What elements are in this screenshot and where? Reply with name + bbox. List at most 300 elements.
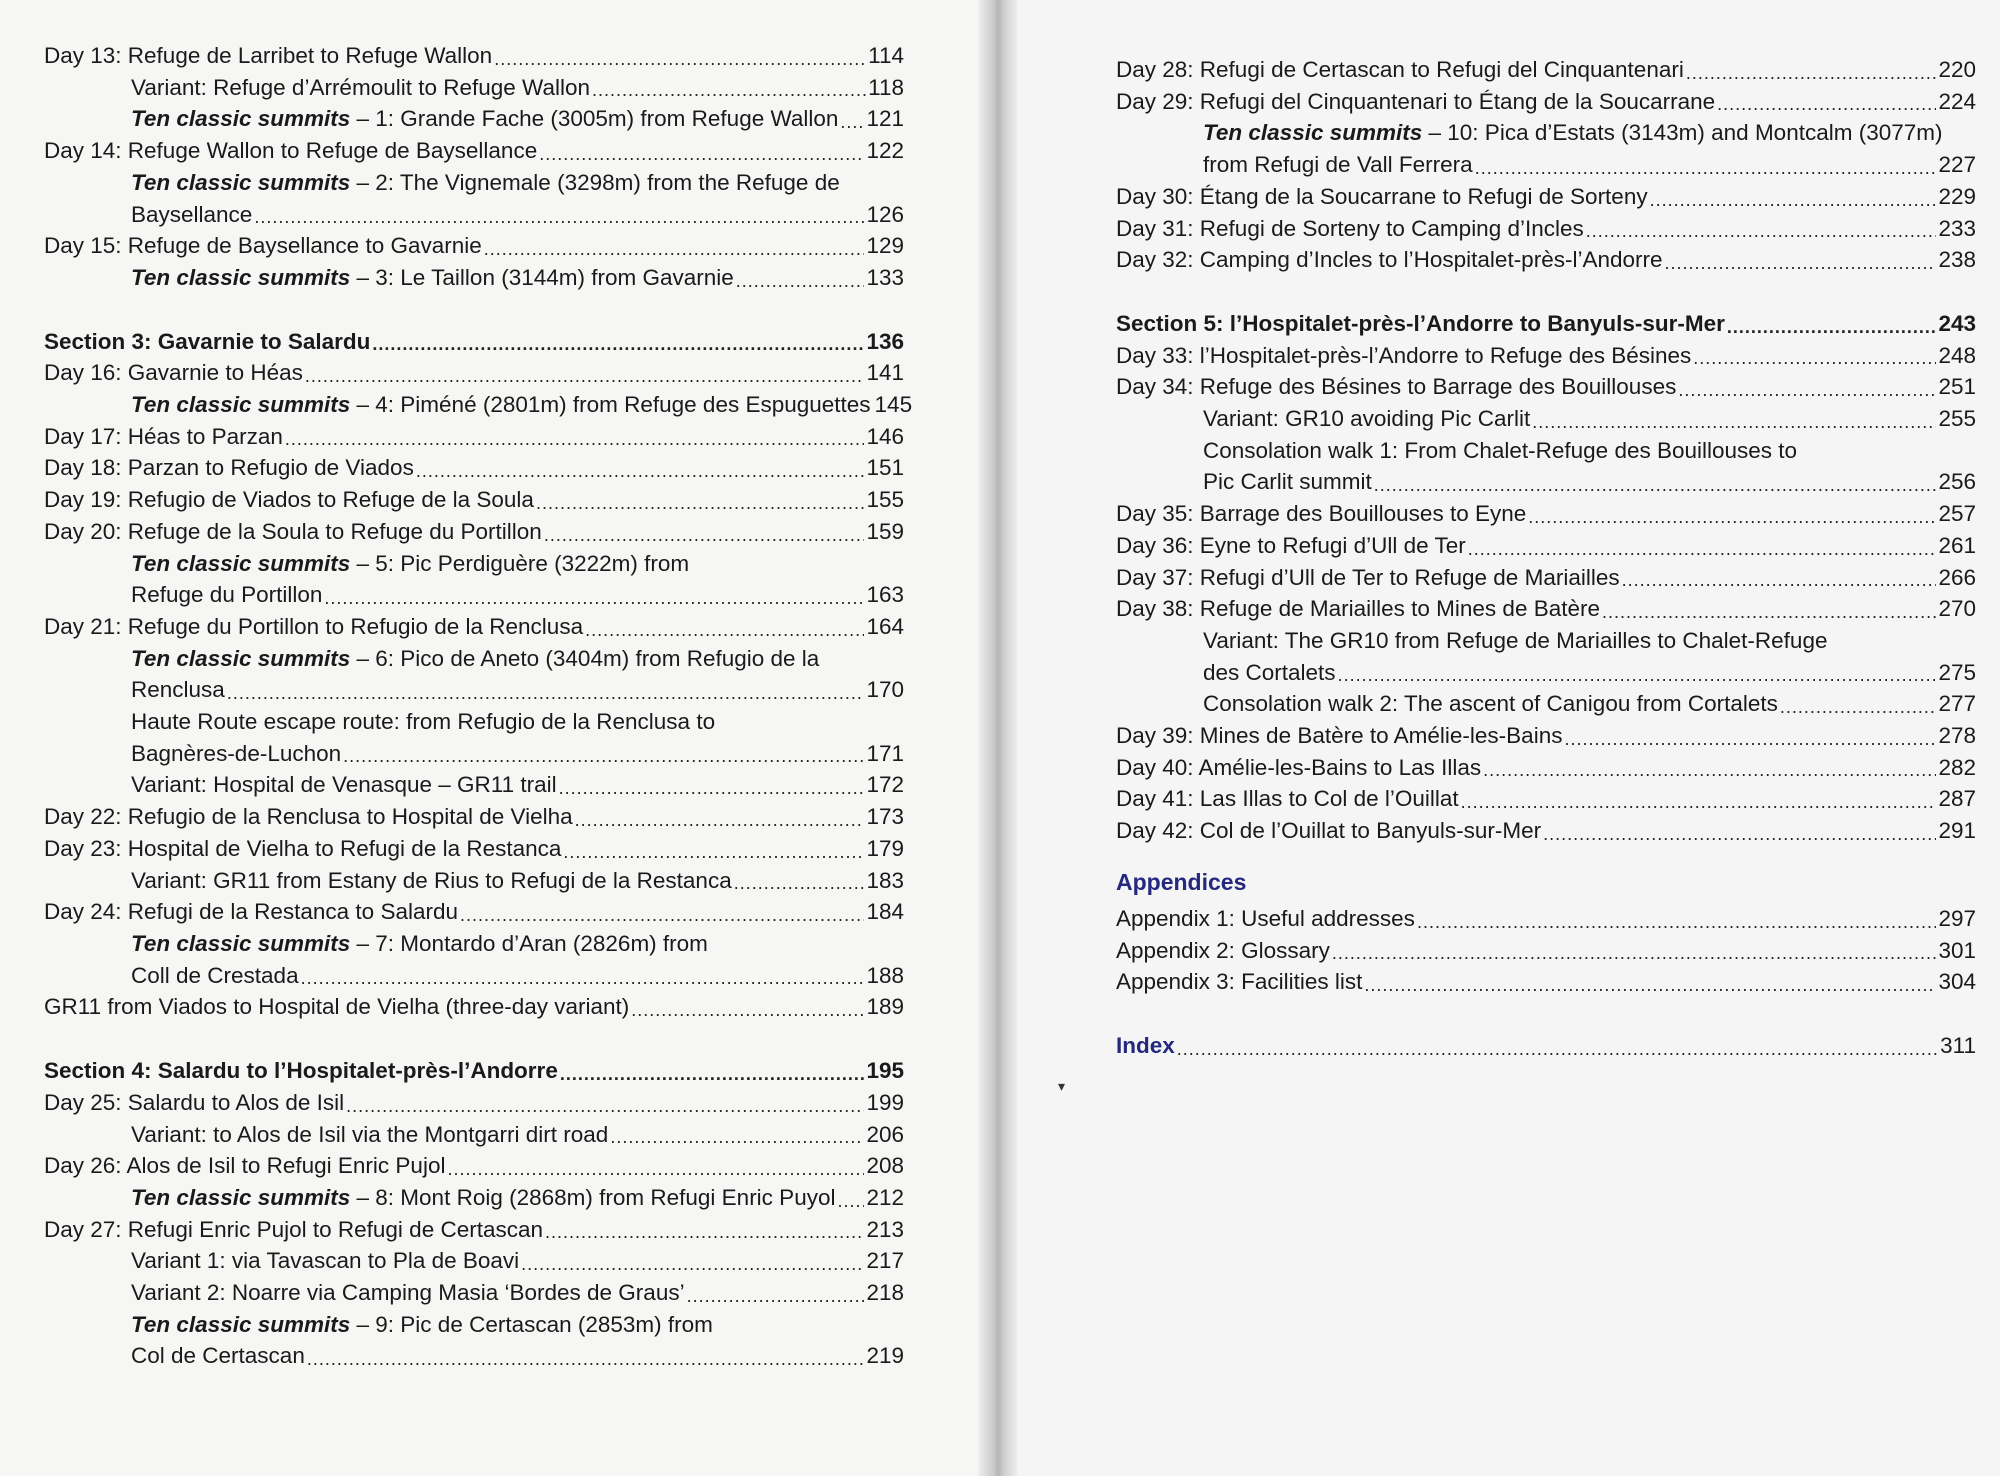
toc-entry [44, 738, 904, 770]
page-number: 133 [866, 264, 904, 290]
toc-entry [1116, 149, 1976, 181]
entry-title [1116, 783, 1459, 815]
dot-leader [416, 452, 865, 484]
entry-text: Variant: GR11 from Estany de Rius to Refugi de la Restanca [131, 867, 732, 893]
toc-entry-line [1116, 435, 1976, 467]
dot-leader [1528, 498, 1936, 530]
page-number: 218 [866, 1280, 904, 1306]
stray-mark-icon: ▾ [1058, 1078, 1066, 1094]
entry-title [131, 389, 871, 421]
toc-entry [1116, 244, 1976, 276]
entry-title [1203, 435, 1797, 467]
dot-leader [1693, 340, 1936, 372]
dot-leader [1532, 403, 1936, 435]
dot-leader [1332, 935, 1937, 967]
entry-text: Day 16: Gavarnie to Héas [44, 360, 303, 386]
toc-entry [44, 1245, 904, 1277]
entry-text: Day 22: Refugio de la Renclusa to Hospital de Vielha [44, 804, 573, 830]
dot-leader [494, 40, 866, 72]
entry-title [1203, 657, 1336, 689]
entry-title [1116, 752, 1481, 784]
entry-title [44, 452, 414, 484]
entry-title [131, 199, 252, 231]
toc-entry [1116, 340, 1976, 372]
classic-summits-label: Ten classic summits [131, 930, 351, 956]
classic-summits-label: Ten classic summits [131, 645, 351, 671]
toc-entry-line [44, 706, 904, 738]
entry-title [1203, 149, 1473, 181]
dot-leader [545, 1214, 864, 1246]
section-spacer [44, 1023, 904, 1055]
page-number: 172 [866, 772, 904, 798]
page-number: 220 [1938, 57, 1976, 82]
entry-title [131, 1340, 305, 1372]
page-number: 257 [1938, 501, 1976, 527]
entry-title [1116, 181, 1648, 213]
toc-entry [1116, 903, 1976, 935]
entry-text: Appendix 3: Facilities list [1116, 969, 1363, 995]
page-number: 213 [866, 1216, 904, 1242]
dot-leader [610, 1119, 864, 1151]
toc-entry [44, 72, 904, 104]
toc-entry [44, 230, 904, 262]
dot-leader [307, 1340, 865, 1372]
page-number: 159 [866, 518, 904, 544]
entry-text: Day 31: Refugi de Sorteny to Camping d’Incles [1116, 215, 1584, 241]
toc-entry [1116, 562, 1976, 594]
dot-leader [1374, 466, 1937, 498]
entry-title [44, 611, 583, 643]
dot-leader [305, 357, 865, 389]
dot-leader [544, 516, 865, 548]
page-number: 136 [866, 328, 904, 354]
entry-text: Day 25: Salardu to Alos de Isil [44, 1089, 345, 1115]
toc-entry [44, 484, 904, 516]
page-number: 114 [868, 43, 904, 68]
toc-entry-line [44, 643, 904, 675]
page-number: 275 [1938, 659, 1976, 685]
page-number: 208 [866, 1153, 904, 1179]
dot-leader [1727, 308, 1937, 340]
toc-entry-line [1116, 625, 1976, 657]
toc-entry [44, 1182, 904, 1214]
dot-leader [563, 833, 864, 865]
page-number: 278 [1938, 723, 1976, 749]
page-number: 266 [1938, 564, 1976, 590]
page-number: 233 [1938, 215, 1976, 241]
entry-text: Renclusa [131, 677, 225, 703]
entry-text: Variant: Hospital de Venasque – GR11 trail [131, 772, 557, 798]
toc-entry [1116, 371, 1976, 403]
dot-leader [840, 103, 864, 135]
dot-leader [837, 1182, 864, 1214]
entry-title [131, 643, 819, 675]
entry-title [1116, 903, 1415, 935]
page-number: 270 [1938, 596, 1976, 622]
dot-leader [521, 1245, 864, 1277]
entry-text: Day 32: Camping d’Incles to l’Hospitalet-près-l’Andorre [1116, 247, 1663, 273]
dot-leader [539, 135, 864, 167]
page-number: 199 [866, 1089, 904, 1115]
entry-text: Refuge du Portillon [131, 582, 323, 608]
entry-title [44, 326, 370, 358]
dot-leader [460, 896, 864, 928]
entry-title [44, 1150, 445, 1182]
entry-title [1116, 720, 1562, 752]
dot-leader [1602, 593, 1936, 625]
page-number: 243 [1938, 310, 1976, 336]
toc-entry [1116, 593, 1976, 625]
entry-title [44, 421, 283, 453]
entry-title [44, 991, 629, 1023]
entry-title [131, 1309, 713, 1341]
page-number: 287 [1938, 786, 1976, 812]
toc-entry [1116, 657, 1976, 689]
entry-title [1116, 1030, 1175, 1062]
entry-text: Day 23: Hospital de Vielha to Refugi de la Restanca [44, 835, 562, 861]
page-number: 164 [866, 613, 904, 639]
entry-title [1116, 86, 1715, 118]
toc-entry [44, 865, 904, 897]
entry-title [131, 1119, 608, 1151]
dot-leader [447, 1150, 864, 1182]
toc-entry [44, 262, 904, 294]
toc-entry [1116, 466, 1976, 498]
entry-text: – 10: Pica d’Estats (3143m) and Montcalm (3077m) [1422, 120, 1943, 146]
dot-leader [1475, 149, 1937, 181]
page-number: 227 [1938, 152, 1976, 178]
entry-title [1203, 403, 1530, 435]
dot-leader [1461, 783, 1937, 815]
entry-text: Day 37: Refugi d’Ull de Ter to Refuge de Mariailles [1116, 564, 1620, 590]
page-number: 170 [866, 677, 904, 703]
toc-entry [44, 579, 904, 611]
entry-title [131, 72, 590, 104]
toc-entry [1116, 815, 1976, 847]
entry-title [1203, 688, 1778, 720]
entry-text: Day 28: Refugi de Certascan to Refugi del Cinquantenari [1116, 57, 1684, 82]
toc-section-entry [1116, 308, 1976, 340]
entry-title [131, 928, 708, 960]
toc-entry [44, 769, 904, 801]
page-number: 155 [866, 487, 904, 513]
page-number: 188 [866, 962, 904, 988]
dot-leader [559, 769, 865, 801]
toc-entry [1116, 935, 1976, 967]
entry-title [44, 516, 542, 548]
page-number: 146 [866, 423, 904, 449]
toc-entry [44, 389, 913, 421]
entry-title [44, 1214, 543, 1246]
entry-text: – 3: Le Taillon (3144m) from Gavarnie [350, 264, 734, 290]
entry-title [44, 135, 537, 167]
dot-leader [734, 865, 865, 897]
entry-title [1116, 593, 1600, 625]
entry-title [131, 738, 341, 770]
page-number: 195 [866, 1058, 904, 1084]
dot-leader [1665, 244, 1937, 276]
entry-title [131, 706, 715, 738]
entry-title [131, 262, 734, 294]
entry-title [1116, 54, 1684, 86]
page-number: 179 [866, 835, 904, 861]
contents-list-left [44, 40, 913, 1372]
classic-summits-label: Ten classic summits [131, 392, 351, 418]
section-spacer [1116, 276, 1976, 308]
page-number: 151 [866, 455, 904, 481]
entry-text: Index [1116, 1032, 1175, 1058]
toc-section-entry [44, 1055, 904, 1087]
page-number: 121 [866, 106, 904, 132]
entry-text: Haute Route escape route: from Refugio de la Renclusa to [131, 709, 716, 735]
dot-leader [1622, 562, 1937, 594]
entry-text: – 8: Mont Roig (2868m) from Refugi Enric Puyol [350, 1184, 836, 1210]
entry-text: Day 18: Parzan to Refugio de Viados [44, 455, 414, 481]
toc-entry [1116, 54, 1976, 86]
toc-entry [1116, 213, 1976, 245]
entry-title [1203, 117, 1943, 149]
entry-text: Day 34: Refuge des Bésines to Barrage des Bouillouses [1116, 374, 1677, 400]
entry-title [44, 1055, 558, 1087]
book-gutter [978, 0, 1018, 1476]
toc-entry-line [44, 1309, 904, 1341]
section-spacer [1116, 847, 1976, 865]
page-number: 277 [1938, 691, 1976, 717]
entry-text: des Cortalets [1203, 659, 1336, 685]
dot-leader [301, 960, 865, 992]
page-number: 219 [866, 1343, 904, 1369]
toc-entry [44, 199, 904, 231]
dot-leader [687, 1277, 865, 1309]
toc-entry [44, 1277, 904, 1309]
entry-title [131, 769, 557, 801]
dot-leader [346, 1087, 864, 1119]
page-number: 311 [1940, 1032, 1976, 1058]
entry-text: Day 30: Étang de la Soucarrane to Refugi de Sorteny [1116, 183, 1648, 209]
toc-entry [1116, 530, 1976, 562]
entry-title [1116, 966, 1362, 998]
entry-text: Consolation walk 2: The ascent of Canigou from Cortalets [1203, 691, 1778, 717]
toc-entry [44, 1214, 904, 1246]
entry-text: Section 4: Salardu to l’Hospitalet-près-l’Andorre [44, 1058, 558, 1084]
entry-text: Coll de Crestada [131, 962, 299, 988]
entry-title [131, 865, 732, 897]
entry-text: Pic Carlit summit [1203, 469, 1372, 495]
dot-leader [1468, 530, 1937, 562]
entry-title [1116, 371, 1676, 403]
entry-text: Day 19: Refugio de Viados to Refuge de la Soula [44, 487, 534, 513]
page-number: 183 [866, 867, 904, 893]
toc-entry [1116, 498, 1976, 530]
page-number: 297 [1938, 905, 1976, 931]
index-entry [1116, 1030, 1976, 1062]
page-number: 184 [866, 899, 904, 925]
entry-text: Variant 1: via Tavascan to Pla de Boavi [131, 1248, 520, 1274]
classic-summits-label: Ten classic summits [131, 550, 351, 576]
page-number: 261 [1938, 532, 1976, 558]
dot-leader [1364, 966, 1936, 998]
dot-leader [1650, 181, 1937, 213]
toc-entry-line [44, 928, 904, 960]
page-number: 291 [1938, 818, 1976, 844]
dot-leader [631, 991, 864, 1023]
entry-title [131, 1277, 685, 1309]
entry-text: Bagnères-de-Luchon [131, 740, 342, 766]
dot-leader [1483, 752, 1936, 784]
toc-entry-line [44, 548, 904, 580]
entry-text: Day 29: Refugi del Cinquantenari to Étang de la Soucarrane [1116, 88, 1716, 114]
toc-entry [44, 801, 904, 833]
entry-text: Variant: Refuge d’Arrémoulit to Refuge Wallon [131, 74, 590, 100]
entry-text: Variant: The GR10 from Refuge de Mariailles to Chalet-Refuge [1203, 627, 1828, 653]
entry-title [44, 357, 303, 389]
entry-text: Appendix 2: Glossary [1116, 937, 1330, 963]
page-number: 282 [1938, 754, 1976, 780]
entry-title [1203, 466, 1372, 498]
classic-summits-label: Ten classic summits [1203, 120, 1423, 146]
entry-text: Day 20: Refuge de la Soula to Refuge du Portillon [44, 518, 542, 544]
classic-summits-label: Ten classic summits [131, 1311, 351, 1337]
entry-title [1116, 244, 1663, 276]
page-number: 129 [866, 233, 904, 259]
page-number: 163 [866, 582, 904, 608]
page-number: 126 [866, 201, 904, 227]
toc-entry-line [1116, 117, 1976, 149]
entry-title [44, 896, 458, 928]
entry-text: Appendix 1: Useful addresses [1116, 905, 1415, 931]
entry-title [1116, 562, 1620, 594]
entry-title [44, 1087, 344, 1119]
entry-title [1116, 530, 1466, 562]
toc-entry [1116, 403, 1976, 435]
entry-title [1116, 498, 1526, 530]
toc-entry [1116, 752, 1976, 784]
entry-text: Day 36: Eyne to Refugi d’Ull de Ter [1116, 532, 1466, 558]
page-number: 141 [866, 360, 904, 386]
entry-text: Day 17: Héas to Parzan [44, 423, 283, 449]
entry-text: – 4: Piméné (2801m) from Refuge des Espuguettes [350, 392, 871, 418]
entry-title [131, 579, 322, 611]
entry-title [131, 167, 840, 199]
entry-text: Section 5: l’Hospitalet-près-l’Andorre to Banyuls-sur-Mer [1116, 310, 1725, 336]
entry-title [1116, 308, 1725, 340]
entry-text: Day 35: Barrage des Bouillouses to Eyne [1116, 501, 1527, 527]
entry-text: – 9: Pic de Certascan (2853m) from [350, 1311, 713, 1337]
entry-title [1203, 625, 1827, 657]
dot-leader [484, 230, 865, 262]
entry-title [1116, 213, 1584, 245]
page-number: 217 [866, 1248, 904, 1274]
entry-text: Day 13: Refuge de Larribet to Refuge Wallon [44, 43, 493, 68]
classic-summits-label: Ten classic summits [131, 106, 351, 132]
entry-text: Day 38: Refuge de Mariailles to Mines de Batère [1116, 596, 1601, 622]
toc-entry [44, 1119, 904, 1151]
section-spacer [44, 294, 904, 326]
entry-title [131, 103, 838, 135]
entry-title [44, 40, 492, 72]
entry-text: – 5: Pic Perdiguère (3222m) from [350, 550, 690, 576]
section-spacer [1116, 998, 1976, 1030]
dot-leader [536, 484, 865, 516]
page-number: 122 [866, 138, 904, 164]
toc-section-entry [44, 326, 904, 358]
dot-leader [1564, 720, 1936, 752]
toc-entry [44, 611, 904, 643]
classic-summits-label: Ten classic summits [131, 169, 351, 195]
page-number: 171 [866, 740, 904, 766]
toc-entry [1116, 720, 1976, 752]
toc-entry [1116, 181, 1976, 213]
dot-leader [1780, 688, 1937, 720]
toc-entry [44, 421, 904, 453]
entry-text: Day 15: Refuge de Baysellance to Gavarnie [44, 233, 482, 259]
entry-title [131, 548, 689, 580]
entry-title [44, 484, 534, 516]
page-number: 206 [866, 1121, 904, 1147]
entry-text: Day 41: Las Illas to Col de l’Ouillat [1116, 786, 1459, 812]
dot-leader [1417, 903, 1937, 935]
dot-leader [585, 611, 864, 643]
entry-text: Day 39: Mines de Batère to Amélie-les-Bains [1116, 723, 1563, 749]
dot-leader [254, 199, 864, 231]
appendices-heading: Appendices [1116, 868, 1247, 895]
page-number: 224 [1938, 88, 1976, 114]
entry-text: – 2: The Vignemale (3298m) from the Refuge de [350, 169, 840, 195]
toc-entry [44, 960, 904, 992]
entry-text: Day 21: Refuge du Portillon to Refugio de la Renclusa [44, 613, 584, 639]
entry-text: Day 33: l’Hospitalet-près-l’Andorre to Refuge des Bésines [1116, 342, 1692, 368]
page-number: 173 [866, 804, 904, 830]
page-number: 256 [1938, 469, 1976, 495]
entry-text: – 7: Montardo d’Aran (2826m) from [350, 930, 708, 956]
contents-list-right [1116, 54, 1976, 1062]
entry-title [131, 1182, 835, 1214]
entry-text: Day 27: Refugi Enric Pujol to Refugi de Certascan [44, 1216, 544, 1242]
entry-title [44, 230, 482, 262]
entry-text: Baysellance [131, 201, 253, 227]
toc-entry [44, 516, 904, 548]
entry-text: Consolation walk 1: From Chalet-Refuge des Bouillouses to [1203, 437, 1798, 463]
entry-text: Day 42: Col de l’Ouillat to Banyuls-sur-Mer [1116, 818, 1542, 844]
entry-title [44, 833, 561, 865]
toc-entry [44, 452, 904, 484]
page-number: 301 [1938, 937, 1976, 963]
dot-leader [1717, 86, 1936, 118]
dot-leader [343, 738, 864, 770]
page-number: 251 [1938, 374, 1976, 400]
toc-entry [44, 357, 904, 389]
dot-leader [1338, 657, 1937, 689]
entry-title [131, 674, 225, 706]
toc-entry [44, 1340, 904, 1372]
dot-leader [372, 326, 864, 358]
page-number: 145 [874, 392, 913, 418]
dot-leader [575, 801, 865, 833]
entry-text: Day 40: Amélie-les-Bains to Las Illas [1116, 754, 1482, 780]
toc-entry [44, 991, 904, 1023]
toc-entry [44, 896, 904, 928]
dot-leader [1586, 213, 1937, 245]
page-number: 212 [866, 1184, 904, 1210]
toc-entry [1116, 966, 1976, 998]
toc-entry [1116, 783, 1976, 815]
classic-summits-label: Ten classic summits [131, 1184, 351, 1210]
dot-leader [227, 674, 865, 706]
entry-text: Section 3: Gavarnie to Salardu [44, 328, 371, 354]
entry-text: Day 24: Refugi de la Restanca to Salardu [44, 899, 458, 925]
toc-entry [44, 103, 904, 135]
entry-text: – 1: Grande Fache (3005m) from Refuge Wallon [350, 106, 839, 132]
